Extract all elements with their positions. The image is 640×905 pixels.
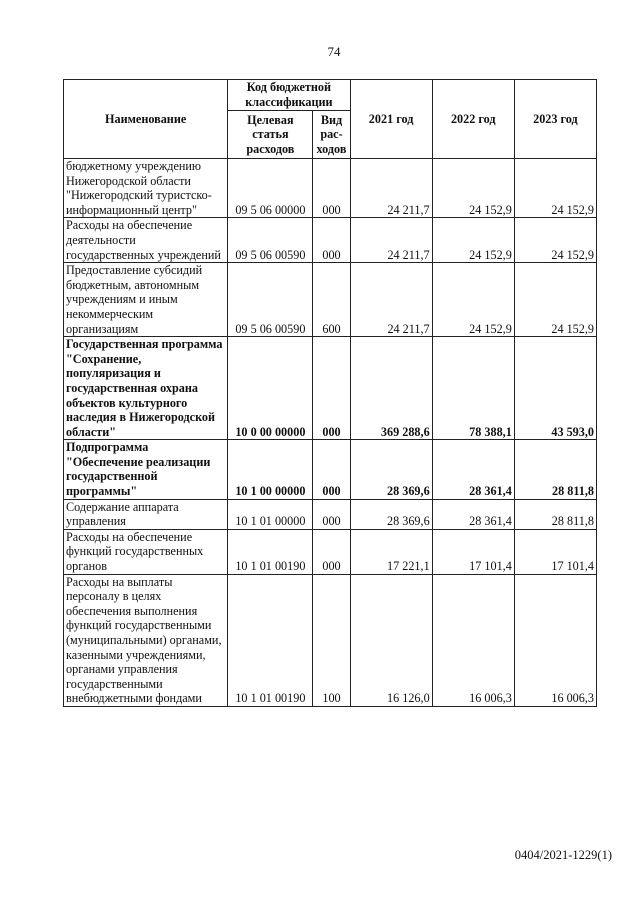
table-row [64, 263, 597, 337]
row-kind-cell: 000 [313, 337, 350, 440]
row-2023-cell: 24 152,9 [514, 159, 596, 218]
row-name-cell: Расходы на обеспечение функций государственных органов [64, 529, 228, 574]
budget-table [63, 79, 597, 707]
row-name-cell: бюджетному учреждению Нижегородской области "Нижегородский туристско-информационный центр" [64, 159, 228, 218]
row-2023-cell: 17 101,4 [514, 529, 596, 574]
row-kind-cell: 000 [313, 440, 350, 499]
row-kind-cell: 000 [313, 159, 350, 218]
header-2023: 2023 год [514, 80, 596, 159]
row-code-cell: 10 1 01 00000 [228, 499, 313, 529]
row-2021-cell: 24 211,7 [350, 159, 432, 218]
row-kind-cell: 000 [313, 529, 350, 574]
row-2022-cell: 78 388,1 [432, 337, 514, 440]
table-row [64, 440, 597, 499]
row-2021-cell: 369 288,6 [350, 337, 432, 440]
row-code-cell: 10 1 00 00000 [228, 440, 313, 499]
row-2023-cell: 24 152,9 [514, 218, 596, 263]
row-2023-cell: 28 811,8 [514, 440, 596, 499]
row-kind-cell: 000 [313, 499, 350, 529]
header-code-group: Код бюджетной классификации [228, 80, 350, 111]
header-name: Наименование [64, 80, 228, 159]
row-2021-cell: 24 211,7 [350, 218, 432, 263]
row-2022-cell: 24 152,9 [432, 263, 514, 337]
row-kind-cell: 000 [313, 218, 350, 263]
table-row [64, 337, 597, 440]
row-name-cell: Расходы на выплаты персоналу в целях обеспечения выполнения функций государственными (муниципальными) органами, казенными учреждениями, органами управления государственными внебюджетными фондами [64, 574, 228, 706]
row-2021-cell: 24 211,7 [350, 263, 432, 337]
row-code-cell: 10 1 01 00190 [228, 574, 313, 706]
row-2022-cell: 16 006,3 [432, 574, 514, 706]
row-code-cell: 09 5 06 00590 [228, 218, 313, 263]
row-code-cell: 09 5 06 00590 [228, 263, 313, 337]
row-kind-cell: 100 [313, 574, 350, 706]
row-2022-cell: 28 361,4 [432, 499, 514, 529]
document-id: 0404/2021-1229(1) [514, 848, 612, 862]
row-2023-cell: 28 811,8 [514, 499, 596, 529]
page-number: 74 [327, 44, 341, 59]
row-code-cell: 09 5 06 00000 [228, 159, 313, 218]
row-2022-cell: 17 101,4 [432, 529, 514, 574]
row-2023-cell: 16 006,3 [514, 574, 596, 706]
header-2022: 2022 год [432, 80, 514, 159]
row-2021-cell: 28 369,6 [350, 499, 432, 529]
row-kind-cell: 600 [313, 263, 350, 337]
table-row [64, 529, 597, 574]
row-code-cell: 10 1 01 00190 [228, 529, 313, 574]
row-2023-cell: 43 593,0 [514, 337, 596, 440]
row-2023-cell: 24 152,9 [514, 263, 596, 337]
row-2021-cell: 28 369,6 [350, 440, 432, 499]
row-name-cell: Содержание аппарата управления [64, 499, 228, 529]
row-2022-cell: 24 152,9 [432, 159, 514, 218]
header-2021: 2021 год [350, 80, 432, 159]
row-name-cell: Государственная программа "Сохранение, популяризация и государственная охрана объектов культурного наследия в Нижегородской области" [64, 337, 228, 440]
row-2022-cell: 28 361,4 [432, 440, 514, 499]
header-target-article: Целевая статья расходов [228, 111, 313, 159]
row-2022-cell: 24 152,9 [432, 218, 514, 263]
row-name-cell: Предоставление субсидий бюджетным, автономным учреждениям и иным некоммерческим организациям [64, 263, 228, 337]
table-row [64, 499, 597, 529]
row-code-cell: 10 0 00 00000 [228, 337, 313, 440]
row-2021-cell: 17 221,1 [350, 529, 432, 574]
row-2021-cell: 16 126,0 [350, 574, 432, 706]
table-row [64, 218, 597, 263]
header-expense-kind: Вид рас-ходов [313, 111, 350, 159]
table-row [64, 574, 597, 706]
row-name-cell: Расходы на обеспечение деятельности государственных учреждений [64, 218, 228, 263]
row-name-cell: Подпрограмма "Обеспечение реализации государственной программы" [64, 440, 228, 499]
table-row [64, 159, 597, 218]
